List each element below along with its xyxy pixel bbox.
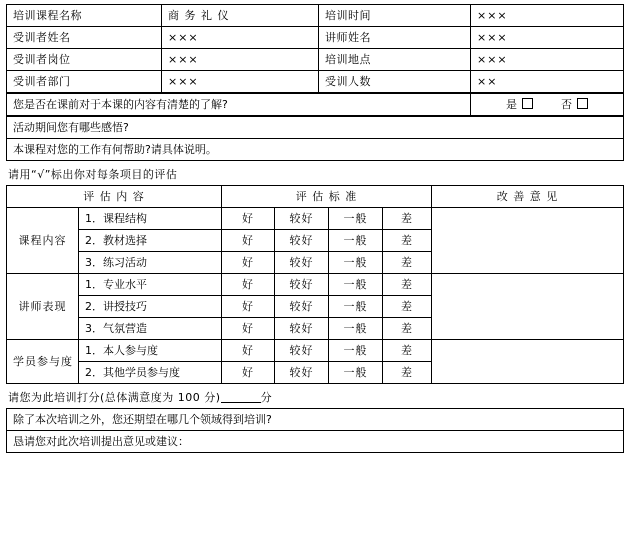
rating-item-self-participation: 1．本人参与度 [79,340,222,362]
rating-item-teaching-skill: 2．讲授技巧 [79,296,222,318]
scale-poor[interactable]: 差 [383,362,432,384]
scale-average[interactable]: 一般 [329,230,383,252]
field-label-course-name: 培训课程名称 [7,5,162,27]
table-row [7,117,624,139]
scale-fairly-good[interactable]: 较好 [275,230,329,252]
field-value-course-name[interactable]: 商 务 礼 仪 [162,5,319,27]
field-value-training-time[interactable]: ××× [471,5,624,27]
answer-yes-label: 是 [506,98,518,111]
scale-average[interactable]: 一般 [329,252,383,274]
scale-average[interactable]: 一般 [329,340,383,362]
rating-header-standard: 评 估 标 准 [222,186,432,208]
answer-no-label: 否 [561,98,573,111]
field-label-trainee-name: 受训者姓名 [7,27,162,49]
scale-fairly-good[interactable]: 较好 [275,362,329,384]
table-row [7,5,624,27]
field-label-trainee-position: 受训者岗位 [7,49,162,71]
overall-score-question [6,384,623,408]
field-value-trainee-position[interactable]: ××× [162,49,319,71]
rating-category-instructor-performance: 讲师表现 [7,274,79,340]
field-value-training-place[interactable]: ××× [471,49,624,71]
suggestion-instructor-performance[interactable] [432,274,624,340]
table-row [7,208,624,230]
scale-fairly-good[interactable]: 较好 [275,340,329,362]
scale-poor[interactable]: 差 [383,230,432,252]
scale-good[interactable]: 好 [222,340,275,362]
field-label-trainee-department: 受训者部门 [7,71,162,93]
field-value-trainee-name[interactable]: ××× [162,27,319,49]
rating-header-suggestion: 改 善 意 见 [432,186,624,208]
checkbox-yes[interactable] [522,98,533,109]
scale-fairly-good[interactable]: 较好 [275,252,329,274]
rating-item-practice-activity: 3．练习活动 [79,252,222,274]
table-row [7,274,624,296]
overall-score-prefix: 请您为此培训打分(总体满意度为 100 分) [8,391,221,404]
scale-average[interactable]: 一般 [329,318,383,340]
scale-good[interactable]: 好 [222,296,275,318]
scale-poor[interactable]: 差 [383,340,432,362]
question-insights[interactable]: 活动期间您有哪些感悟? [7,117,624,139]
scale-fairly-good[interactable]: 较好 [275,296,329,318]
scale-poor[interactable]: 差 [383,318,432,340]
field-label-instructor-name: 讲师姓名 [319,27,471,49]
table-row [7,27,624,49]
checkbox-no[interactable] [577,98,588,109]
scale-good[interactable]: 好 [222,252,275,274]
question-help-to-work[interactable]: 本课程对您的工作有何帮助?请具体说明。 [7,139,624,161]
table-row [7,94,624,116]
scale-poor[interactable]: 差 [383,208,432,230]
scale-average[interactable]: 一般 [329,208,383,230]
field-label-training-time: 培训时间 [319,5,471,27]
scale-fairly-good[interactable]: 较好 [275,318,329,340]
table-row [7,340,624,362]
table-row [7,71,624,93]
suggestion-course-content[interactable] [432,208,624,274]
rating-category-course-content: 课程内容 [7,208,79,274]
rating-instruction: 请用“√”标出你对每条项目的评估 [8,168,178,181]
rating-category-participation: 学员参与度 [7,340,79,384]
scale-good[interactable]: 好 [222,274,275,296]
rating-item-professional-level: 1．专业水平 [79,274,222,296]
scale-good[interactable]: 好 [222,318,275,340]
rating-table [6,185,624,384]
field-value-instructor-name[interactable]: ××× [471,27,624,49]
rating-item-course-structure: 1．课程结构 [79,208,222,230]
rating-item-others-participation: 2．其他学员参与度 [79,362,222,384]
open-questions-table [6,116,624,161]
overall-score-suffix: 分 [260,391,273,404]
field-label-trainee-count: 受训人数 [319,71,471,93]
table-row [7,139,624,161]
field-value-trainee-count[interactable]: ×× [471,71,624,93]
rating-item-atmosphere: 3．气氛营造 [79,318,222,340]
field-label-training-place: 培训地点 [319,49,471,71]
table-row [7,431,624,453]
overall-score-input[interactable] [221,391,261,403]
scale-fairly-good[interactable]: 较好 [275,208,329,230]
footer-questions-table [6,408,624,453]
question-prior-understanding: 您是否在课前对于本课的内容有清楚的了解? [7,94,471,116]
table-row [7,49,624,71]
prior-understanding-answers [471,94,624,116]
question-future-training-areas[interactable]: 除了本次培训之外，您还期望在哪几个领域得到培训? [7,409,624,431]
scale-average[interactable]: 一般 [329,362,383,384]
scale-average[interactable]: 一般 [329,274,383,296]
scale-good[interactable]: 好 [222,362,275,384]
prior-understanding-table [6,93,624,116]
question-suggestions[interactable]: 恳请您对此次培训提出意见或建议： [7,431,624,453]
table-row [7,409,624,431]
suggestion-participation[interactable] [432,340,624,384]
rating-header-content: 评 估 内 容 [7,186,222,208]
answer-no[interactable] [561,97,588,112]
header-info-table [6,4,624,93]
rating-header-row [7,186,624,208]
scale-poor[interactable]: 差 [383,274,432,296]
scale-good[interactable]: 好 [222,230,275,252]
scale-average[interactable]: 一般 [329,296,383,318]
scale-poor[interactable]: 差 [383,252,432,274]
answer-yes[interactable] [506,97,533,112]
scale-good[interactable]: 好 [222,208,275,230]
field-value-trainee-department[interactable]: ××× [162,71,319,93]
scale-poor[interactable]: 差 [383,296,432,318]
rating-item-material-selection: 2．教材选择 [79,230,222,252]
scale-fairly-good[interactable]: 较好 [275,274,329,296]
